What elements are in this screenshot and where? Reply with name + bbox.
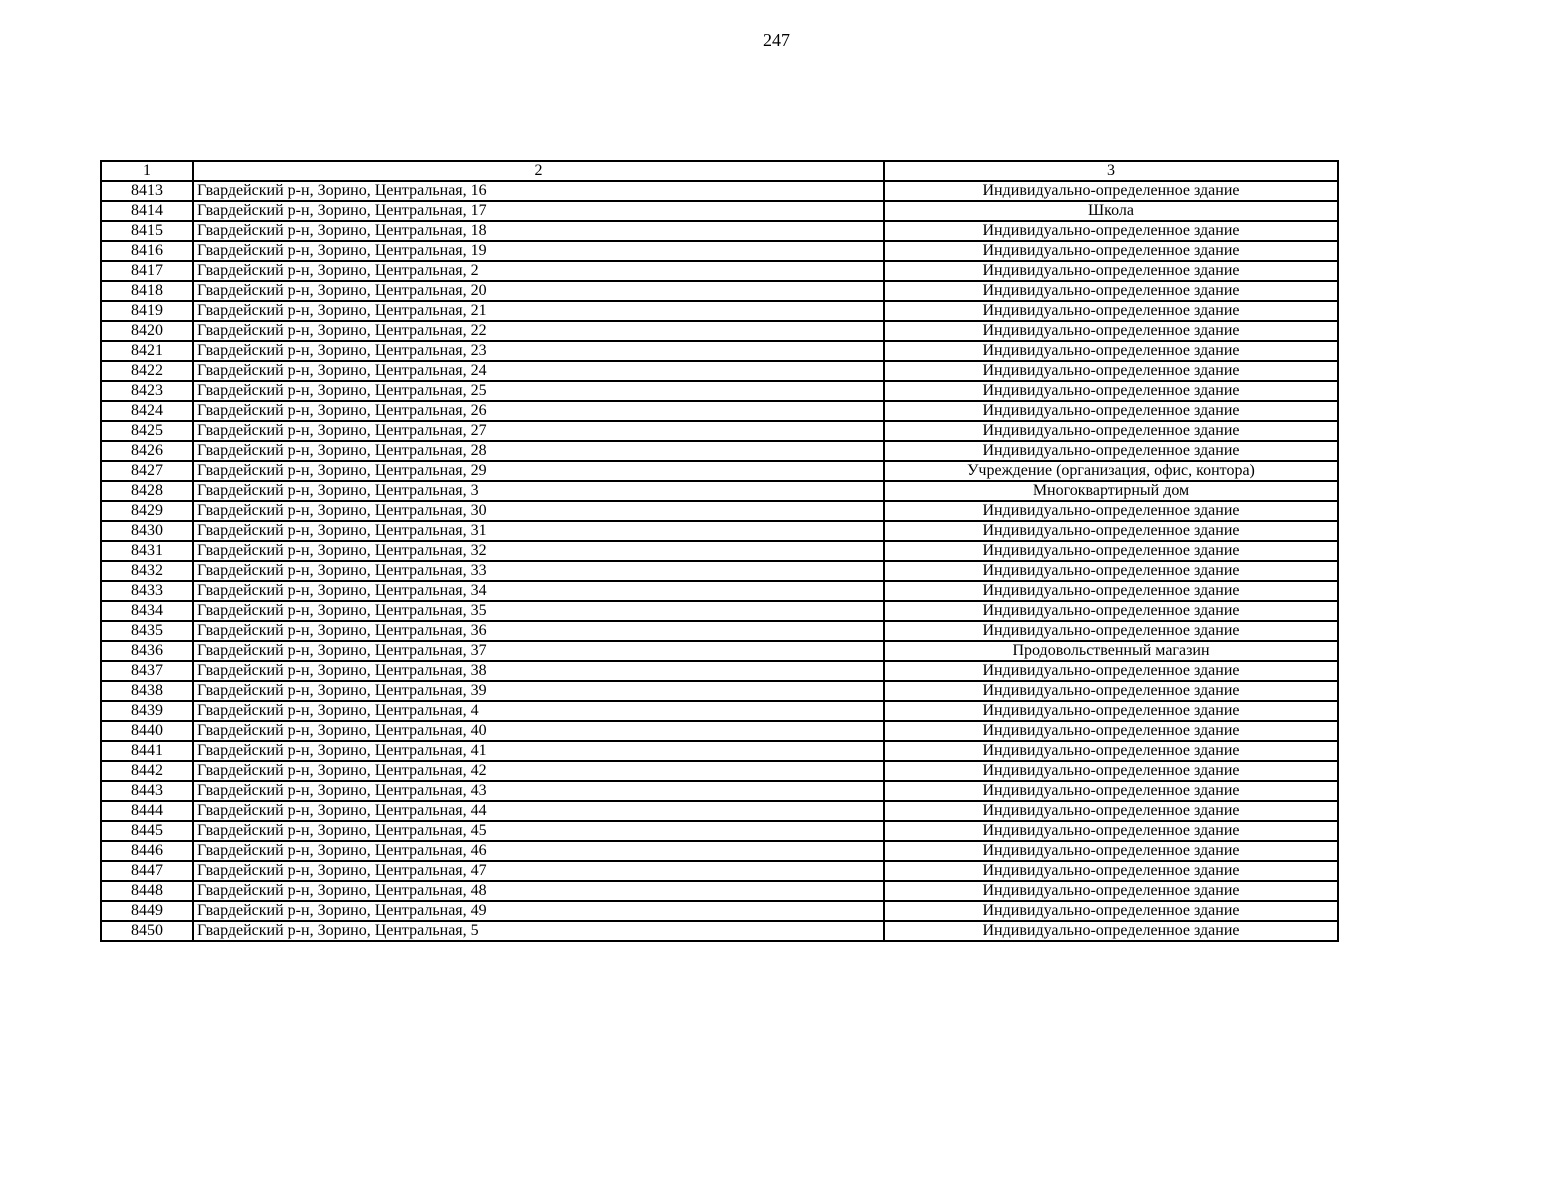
cell-object-type: Индивидуально-определенное здание [884, 221, 1338, 241]
cell-object-type: Индивидуально-определенное здание [884, 361, 1338, 381]
cell-object-type: Индивидуально-определенное здание [884, 621, 1338, 641]
header-cell-3: 3 [884, 161, 1338, 181]
cell-address: Гвардейский р-н, Зорино, Центральная, 21 [193, 301, 884, 321]
table-row [101, 421, 1338, 441]
cell-object-type: Индивидуально-определенное здание [884, 281, 1338, 301]
cell-object-type: Индивидуально-определенное здание [884, 721, 1338, 741]
cell-address: Гвардейский р-н, Зорино, Центральная, 32 [193, 541, 884, 561]
cell-object-type: Индивидуально-определенное здание [884, 901, 1338, 921]
cell-address: Гвардейский р-н, Зорино, Центральная, 19 [193, 241, 884, 261]
cell-address: Гвардейский р-н, Зорино, Центральная, 39 [193, 681, 884, 701]
cell-object-type: Индивидуально-определенное здание [884, 401, 1338, 421]
table-row [101, 381, 1338, 401]
table-row [101, 841, 1338, 861]
table-row [101, 521, 1338, 541]
cell-address: Гвардейский р-н, Зорино, Центральная, 23 [193, 341, 884, 361]
cell-object-type: Индивидуально-определенное здание [884, 601, 1338, 621]
cell-number: 8419 [101, 301, 193, 321]
header-cell-1: 1 [101, 161, 193, 181]
cell-address: Гвардейский р-н, Зорино, Центральная, 4 [193, 701, 884, 721]
table-row [101, 581, 1338, 601]
cell-number: 8439 [101, 701, 193, 721]
table-row [101, 661, 1338, 681]
cell-address: Гвардейский р-н, Зорино, Центральная, 5 [193, 921, 884, 941]
table-row [101, 501, 1338, 521]
cell-address: Гвардейский р-н, Зорино, Центральная, 40 [193, 721, 884, 741]
registry-table [100, 160, 1339, 942]
cell-number: 8424 [101, 401, 193, 421]
cell-address: Гвардейский р-н, Зорино, Центральная, 42 [193, 761, 884, 781]
table-row [101, 321, 1338, 341]
cell-object-type: Индивидуально-определенное здание [884, 681, 1338, 701]
cell-address: Гвардейский р-н, Зорино, Центральная, 47 [193, 861, 884, 881]
cell-object-type: Индивидуально-определенное здание [884, 761, 1338, 781]
cell-address: Гвардейский р-н, Зорино, Центральная, 44 [193, 801, 884, 821]
cell-address: Гвардейский р-н, Зорино, Центральная, 41 [193, 741, 884, 761]
cell-object-type: Индивидуально-определенное здание [884, 501, 1338, 521]
cell-address: Гвардейский р-н, Зорино, Центральная, 43 [193, 781, 884, 801]
cell-object-type: Индивидуально-определенное здание [884, 561, 1338, 581]
cell-number: 8434 [101, 601, 193, 621]
cell-address: Гвардейский р-н, Зорино, Центральная, 3 [193, 481, 884, 501]
cell-object-type: Индивидуально-определенное здание [884, 861, 1338, 881]
cell-address: Гвардейский р-н, Зорино, Центральная, 18 [193, 221, 884, 241]
cell-number: 8437 [101, 661, 193, 681]
table-row [101, 741, 1338, 761]
cell-number: 8414 [101, 201, 193, 221]
cell-number: 8423 [101, 381, 193, 401]
table-row [101, 481, 1338, 501]
cell-object-type: Индивидуально-определенное здание [884, 381, 1338, 401]
table-row [101, 721, 1338, 741]
cell-address: Гвардейский р-н, Зорино, Центральная, 27 [193, 421, 884, 441]
cell-object-type: Индивидуально-определенное здание [884, 321, 1338, 341]
cell-object-type: Индивидуально-определенное здание [884, 741, 1338, 761]
cell-address: Гвардейский р-н, Зорино, Центральная, 17 [193, 201, 884, 221]
table-row [101, 801, 1338, 821]
table-row [101, 761, 1338, 781]
cell-address: Гвардейский р-н, Зорино, Центральная, 25 [193, 381, 884, 401]
cell-address: Гвардейский р-н, Зорино, Центральная, 16 [193, 181, 884, 201]
table-row [101, 341, 1338, 361]
cell-object-type: Индивидуально-определенное здание [884, 301, 1338, 321]
cell-object-type: Индивидуально-определенное здание [884, 921, 1338, 941]
cell-number: 8442 [101, 761, 193, 781]
cell-object-type: Учреждение (организация, офис, контора) [884, 461, 1338, 481]
cell-number: 8421 [101, 341, 193, 361]
cell-address: Гвардейский р-н, Зорино, Центральная, 37 [193, 641, 884, 661]
cell-number: 8435 [101, 621, 193, 641]
table-row [101, 861, 1338, 881]
cell-number: 8427 [101, 461, 193, 481]
cell-address: Гвардейский р-н, Зорино, Центральная, 33 [193, 561, 884, 581]
table-row [101, 241, 1338, 261]
cell-object-type: Индивидуально-определенное здание [884, 781, 1338, 801]
table-row [101, 221, 1338, 241]
cell-object-type: Школа [884, 201, 1338, 221]
cell-object-type: Индивидуально-определенное здание [884, 241, 1338, 261]
table-row [101, 881, 1338, 901]
cell-address: Гвардейский р-н, Зорино, Центральная, 28 [193, 441, 884, 461]
table-row [101, 621, 1338, 641]
cell-number: 8432 [101, 561, 193, 581]
cell-object-type: Индивидуально-определенное здание [884, 821, 1338, 841]
cell-object-type: Индивидуально-определенное здание [884, 521, 1338, 541]
cell-number: 8447 [101, 861, 193, 881]
cell-object-type: Индивидуально-определенное здание [884, 701, 1338, 721]
cell-number: 8443 [101, 781, 193, 801]
cell-object-type: Индивидуально-определенное здание [884, 541, 1338, 561]
cell-number: 8446 [101, 841, 193, 861]
cell-object-type: Индивидуально-определенное здание [884, 881, 1338, 901]
cell-number: 8417 [101, 261, 193, 281]
table-row [101, 601, 1338, 621]
cell-number: 8440 [101, 721, 193, 741]
cell-address: Гвардейский р-н, Зорино, Центральная, 49 [193, 901, 884, 921]
cell-address: Гвардейский р-н, Зорино, Центральная, 45 [193, 821, 884, 841]
cell-address: Гвардейский р-н, Зорино, Центральная, 22 [193, 321, 884, 341]
cell-number: 8450 [101, 921, 193, 941]
cell-object-type: Индивидуально-определенное здание [884, 181, 1338, 201]
cell-object-type: Индивидуально-определенное здание [884, 421, 1338, 441]
cell-number: 8430 [101, 521, 193, 541]
cell-address: Гвардейский р-н, Зорино, Центральная, 30 [193, 501, 884, 521]
table-row [101, 781, 1338, 801]
table-body [101, 181, 1338, 941]
cell-number: 8426 [101, 441, 193, 461]
cell-object-type: Индивидуально-определенное здание [884, 801, 1338, 821]
cell-number: 8425 [101, 421, 193, 441]
cell-number: 8413 [101, 181, 193, 201]
table-row [101, 461, 1338, 481]
cell-address: Гвардейский р-н, Зорино, Центральная, 34 [193, 581, 884, 601]
cell-number: 8438 [101, 681, 193, 701]
cell-number: 8420 [101, 321, 193, 341]
table-row [101, 181, 1338, 201]
cell-object-type: Индивидуально-определенное здание [884, 341, 1338, 361]
cell-object-type: Индивидуально-определенное здание [884, 441, 1338, 461]
cell-object-type: Индивидуально-определенное здание [884, 581, 1338, 601]
table-row [101, 701, 1338, 721]
page-number: 247 [763, 30, 790, 50]
table-row [101, 561, 1338, 581]
cell-object-type: Индивидуально-определенное здание [884, 261, 1338, 281]
cell-number: 8445 [101, 821, 193, 841]
cell-number: 8416 [101, 241, 193, 261]
cell-object-type: Многоквартирный дом [884, 481, 1338, 501]
table-header-row [101, 161, 1338, 181]
cell-address: Гвардейский р-н, Зорино, Центральная, 31 [193, 521, 884, 541]
table-row [101, 201, 1338, 221]
cell-number: 8436 [101, 641, 193, 661]
cell-address: Гвардейский р-н, Зорино, Центральная, 20 [193, 281, 884, 301]
cell-number: 8449 [101, 901, 193, 921]
cell-number: 8422 [101, 361, 193, 381]
table-row [101, 261, 1338, 281]
cell-number: 8433 [101, 581, 193, 601]
cell-number: 8448 [101, 881, 193, 901]
cell-number: 8418 [101, 281, 193, 301]
header-cell-2: 2 [193, 161, 884, 181]
table-row [101, 681, 1338, 701]
table-row [101, 541, 1338, 561]
cell-number: 8428 [101, 481, 193, 501]
cell-address: Гвардейский р-н, Зорино, Центральная, 38 [193, 661, 884, 681]
cell-address: Гвардейский р-н, Зорино, Центральная, 35 [193, 601, 884, 621]
cell-address: Гвардейский р-н, Зорино, Центральная, 2 [193, 261, 884, 281]
cell-number: 8429 [101, 501, 193, 521]
cell-number: 8415 [101, 221, 193, 241]
cell-address: Гвардейский р-н, Зорино, Центральная, 29 [193, 461, 884, 481]
table-row [101, 821, 1338, 841]
table-row [101, 401, 1338, 421]
cell-number: 8431 [101, 541, 193, 561]
table-row [101, 901, 1338, 921]
cell-object-type: Индивидуально-определенное здание [884, 841, 1338, 861]
cell-address: Гвардейский р-н, Зорино, Центральная, 36 [193, 621, 884, 641]
table-row [101, 281, 1338, 301]
table-row [101, 921, 1338, 941]
cell-address: Гвардейский р-н, Зорино, Центральная, 46 [193, 841, 884, 861]
cell-address: Гвардейский р-н, Зорино, Центральная, 24 [193, 361, 884, 381]
table-row [101, 641, 1338, 661]
table-row [101, 301, 1338, 321]
cell-number: 8441 [101, 741, 193, 761]
cell-number: 8444 [101, 801, 193, 821]
table-row [101, 441, 1338, 461]
cell-address: Гвардейский р-н, Зорино, Центральная, 48 [193, 881, 884, 901]
cell-object-type: Индивидуально-определенное здание [884, 661, 1338, 681]
table-row [101, 361, 1338, 381]
cell-object-type: Продовольственный магазин [884, 641, 1338, 661]
cell-address: Гвардейский р-н, Зорино, Центральная, 26 [193, 401, 884, 421]
